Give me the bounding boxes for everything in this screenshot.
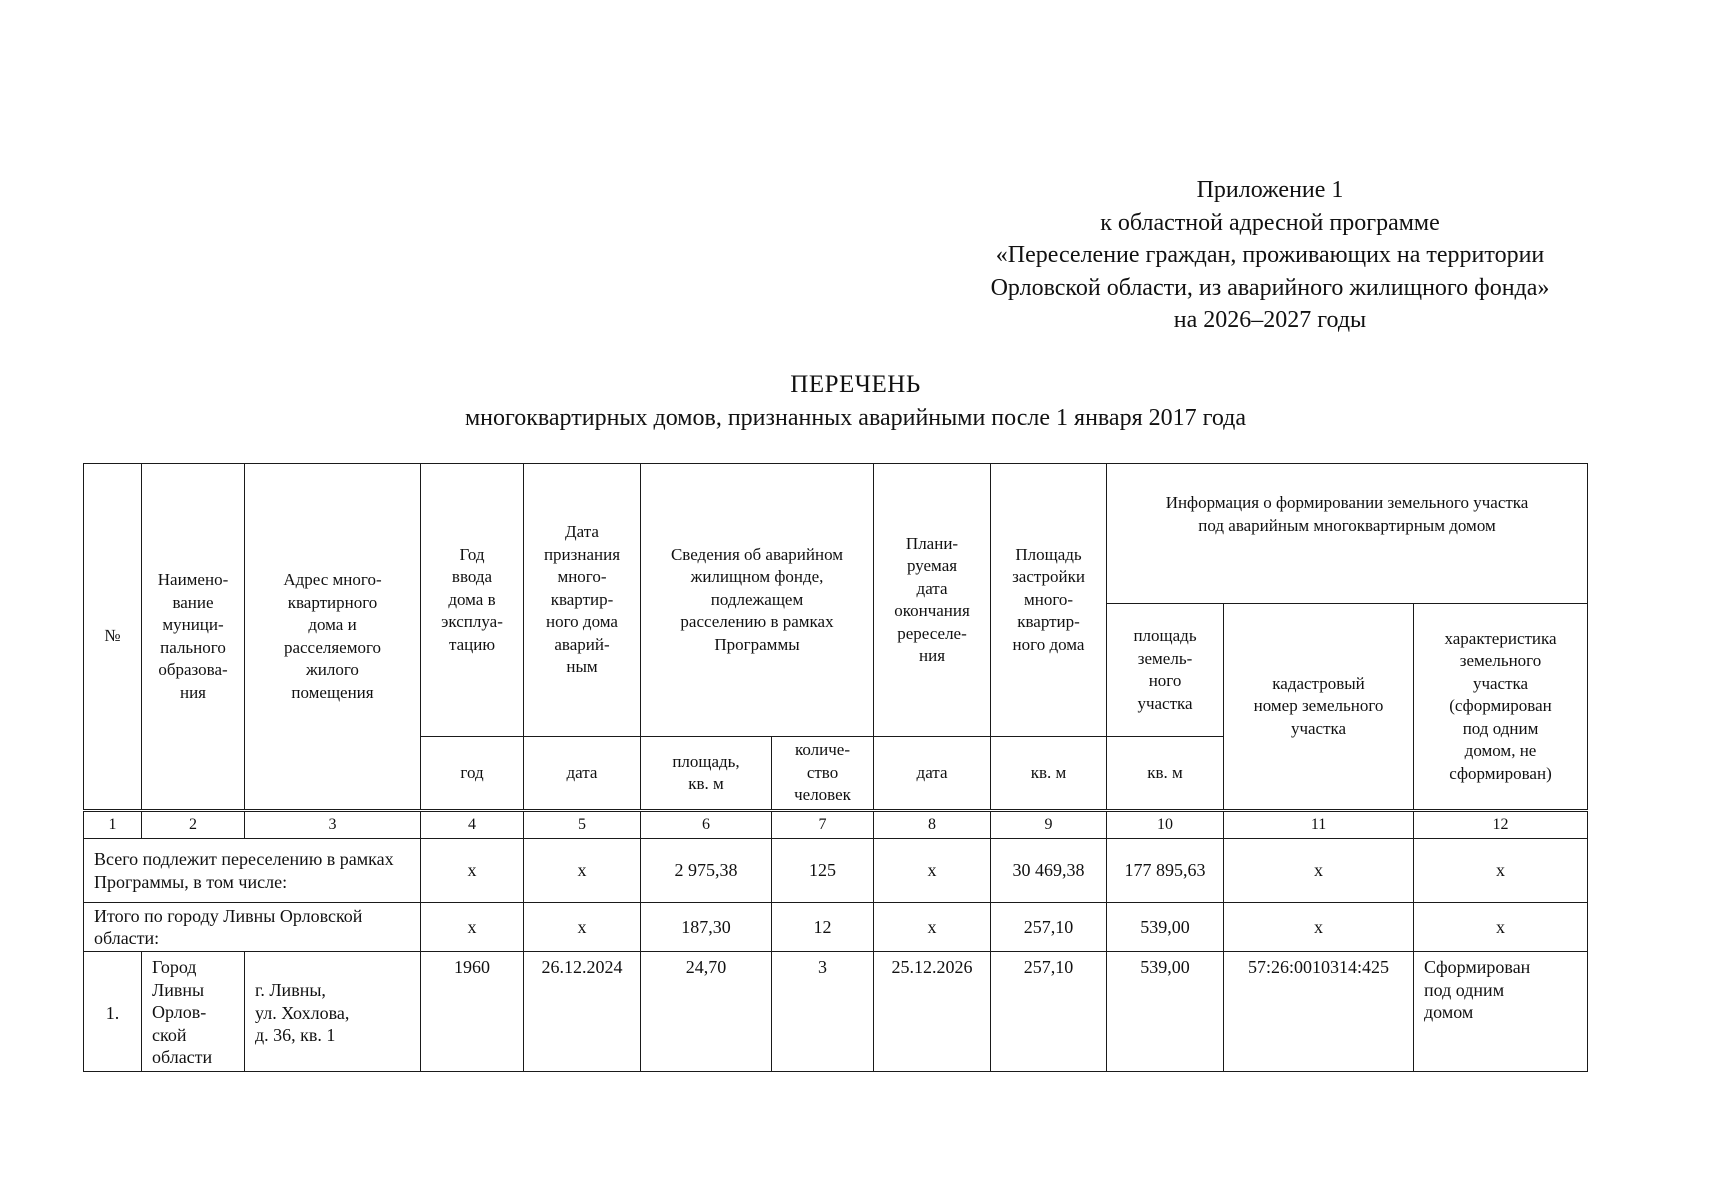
column-number: 5 [524, 811, 641, 839]
column-number: 6 [641, 811, 772, 839]
subtotal-cell: 257,10 [991, 903, 1107, 952]
table-row [84, 952, 1588, 1072]
total-cell: х [421, 839, 524, 903]
unit-date: дата [524, 737, 641, 811]
total-cell: х [524, 839, 641, 903]
appendix-header [880, 174, 1660, 337]
total-cell: 2 975,38 [641, 839, 772, 903]
subtotal-cell: х [524, 903, 641, 952]
title-subtitle: многоквартирных домов, признанных аварийными после 1 января 2017 года [464, 405, 1247, 431]
header-land-characteristic: характеристика земельного участка (сформирован под одним домом, не сформирован) [1414, 604, 1588, 811]
appendix-line-3: «Переселение граждан, проживающих на территории [995, 242, 1545, 268]
column-number: 12 [1414, 811, 1588, 839]
subtotal-row [84, 903, 1588, 952]
row-area: 24,70 [641, 952, 772, 1072]
unit-planned-date: дата [874, 737, 991, 811]
unit-area: площадь, кв. м [641, 737, 772, 811]
appendix-line-4: Орловской области, из аварийного жилищного фонда» [990, 274, 1550, 301]
row-municipality: Город Ливны Орлов- ской области [142, 952, 245, 1072]
column-number: 8 [874, 811, 991, 839]
housing-register-table [83, 463, 1588, 1072]
row-people: 3 [772, 952, 874, 1072]
subtotal-cell: х [1414, 903, 1588, 952]
row-number: 1. [84, 952, 142, 1072]
header-planned-date: Плани- руемая дата окончания pереселе- ния [874, 464, 991, 737]
header-municipality: Наимено- вание муници- пального образова- ния [142, 464, 245, 811]
total-row [84, 839, 1588, 903]
column-number: 7 [772, 811, 874, 839]
total-cell: х [874, 839, 991, 903]
row-recognition-date: 26.12.2024 [524, 952, 641, 1072]
header-year: Год ввода дома в эксплуа- тацию [421, 464, 524, 737]
header-row-top [84, 464, 1588, 604]
subtotal-cell: х [1224, 903, 1414, 952]
row-address: г. Ливны, ул. Хохлова, д. 36, кв. 1 [245, 952, 421, 1072]
unit-people: количе- ство человек [772, 737, 874, 811]
row-cadastral-number: 57:26:0010314:425 [1224, 952, 1414, 1072]
header-building-area: Площадь застройки много- квартир- ного дома [991, 464, 1107, 737]
header-number: № [84, 464, 142, 811]
row-land-area: 539,00 [1107, 952, 1224, 1072]
total-cell: х [1414, 839, 1588, 903]
subtotal-cell: 539,00 [1107, 903, 1224, 952]
title-main: ПЕРЕЧЕНЬ [790, 371, 921, 398]
appendix-line-2: к областной адресной программе [1100, 209, 1440, 236]
unit-land-area: кв. м [1107, 737, 1224, 811]
row-year: 1960 [421, 952, 524, 1072]
column-number: 4 [421, 811, 524, 839]
unit-building-area: кв. м [991, 737, 1107, 811]
row-planned-date: 25.12.2026 [874, 952, 991, 1072]
column-number: 3 [245, 811, 421, 839]
row-building-area: 257,10 [991, 952, 1107, 1072]
subtotal-cell: 187,30 [641, 903, 772, 952]
header-emergency-fund: Сведения об аварийном жилищном фонде, подлежащем расселению в рамках Программы [641, 464, 874, 737]
column-number: 10 [1107, 811, 1224, 839]
total-cell: 177 895,63 [1107, 839, 1224, 903]
subtotal-label: Итого по городу Ливны Орловской области: [84, 903, 421, 952]
header-land-area: площадь земель- ного участка [1107, 604, 1224, 737]
column-number: 1 [84, 811, 142, 839]
appendix-line-5: на 2026–2027 годы [1173, 307, 1367, 333]
row-land-status: Сформирован под одним домом [1414, 952, 1588, 1072]
unit-year: год [421, 737, 524, 811]
column-number-row [84, 811, 1588, 839]
subtotal-cell: х [421, 903, 524, 952]
total-cell: 30 469,38 [991, 839, 1107, 903]
subtotal-cell: х [874, 903, 991, 952]
document-title [0, 368, 1711, 434]
header-land-info: Информация о формировании земельного участка под аварийным многоквартирным домом [1107, 464, 1588, 604]
header-cadastral-number: кадастровый номер земельного участка [1224, 604, 1414, 811]
subtotal-cell: 12 [772, 903, 874, 952]
header-recognition-date: Дата признания много- квартир- ного дома аварий- ным [524, 464, 641, 737]
column-number: 9 [991, 811, 1107, 839]
appendix-line-1: Приложение 1 [1196, 177, 1344, 203]
column-number: 11 [1224, 811, 1414, 839]
column-number: 2 [142, 811, 245, 839]
total-label: Всего подлежит переселению в рамках Программы, в том числе: [84, 839, 421, 903]
header-address: Адрес много- квартирного дома и расселяемого жилого помещения [245, 464, 421, 811]
total-cell: х [1224, 839, 1414, 903]
total-cell: 125 [772, 839, 874, 903]
